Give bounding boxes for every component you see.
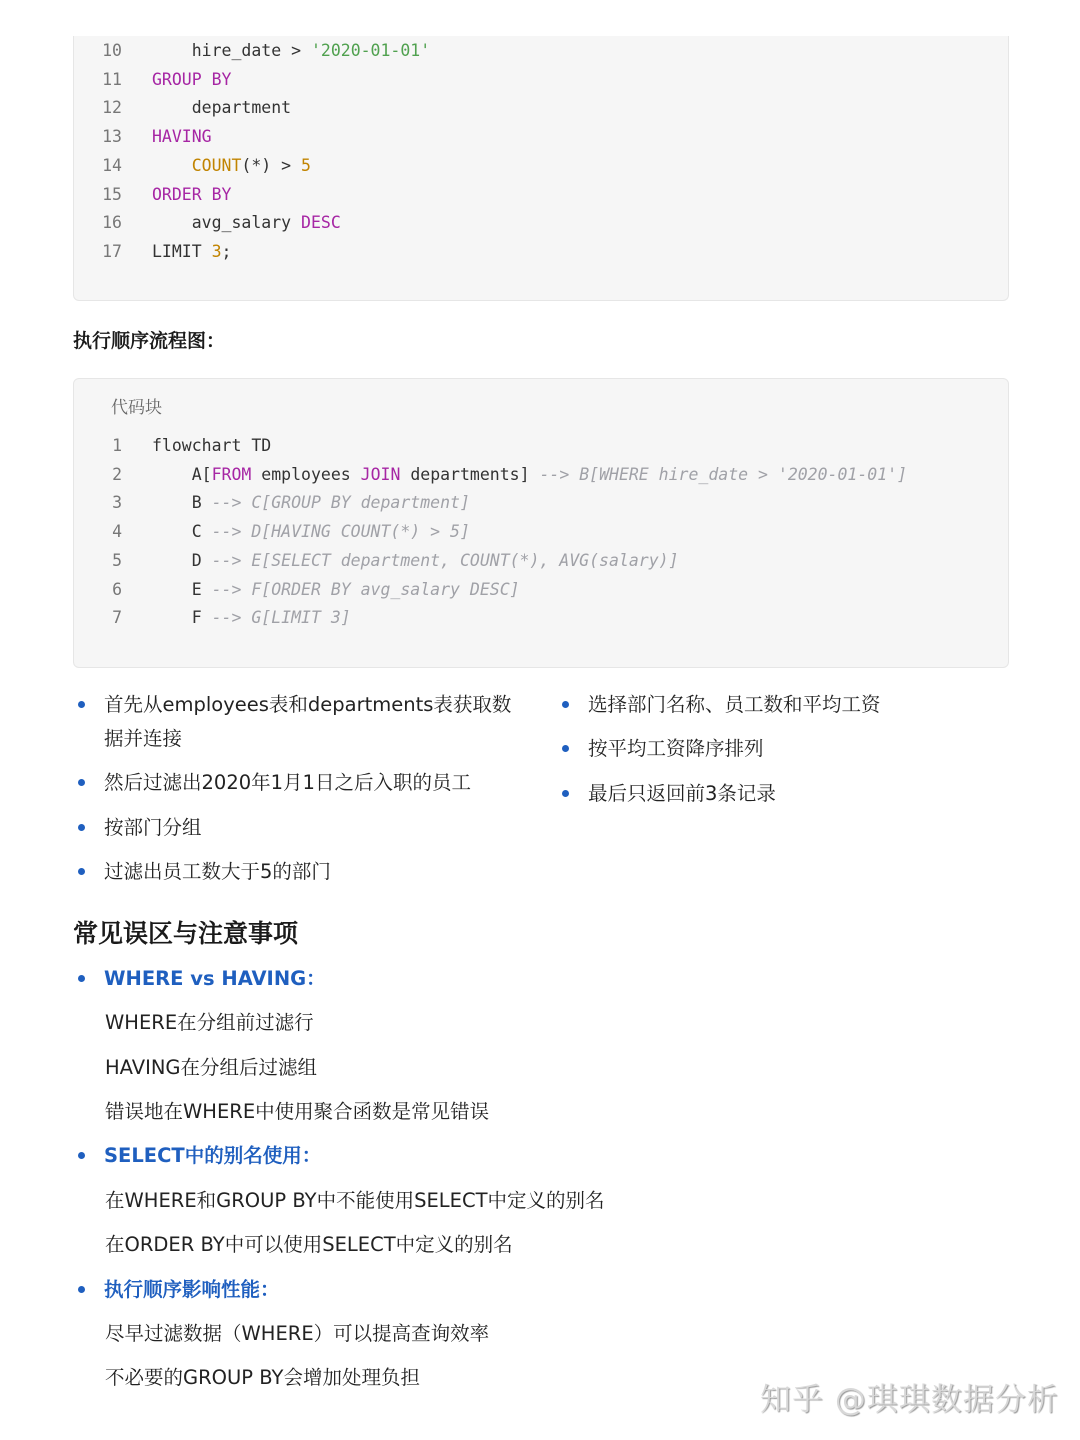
bullet-icon bbox=[78, 868, 85, 875]
code-token: hire_date > bbox=[152, 41, 311, 60]
list-item bbox=[588, 688, 881, 722]
code-token: (*) > bbox=[241, 155, 302, 175]
code-token: E bbox=[152, 579, 212, 599]
code-token: JOIN bbox=[360, 464, 401, 484]
code-token: A[ bbox=[152, 464, 212, 484]
code-text bbox=[152, 181, 231, 209]
line-number: 2 bbox=[112, 464, 122, 484]
bullet-icon bbox=[78, 779, 85, 786]
bullet-icon bbox=[562, 745, 569, 752]
code-token: '2020-01-01' bbox=[310, 41, 431, 60]
list-item bbox=[104, 855, 331, 889]
code-token: 3 bbox=[211, 241, 222, 261]
code-token: avg_salary bbox=[152, 213, 302, 233]
pitfall-item: 不必要的GROUP BY会增加处理负担 bbox=[105, 1366, 420, 1389]
code-token: employees bbox=[251, 464, 361, 484]
pitfall-item: WHERE在分组前过滤行 bbox=[105, 1011, 314, 1034]
code-text bbox=[152, 66, 231, 94]
code-token: ORDER BY bbox=[152, 184, 232, 204]
bullet-icon bbox=[562, 790, 569, 797]
bullet-icon bbox=[78, 824, 85, 831]
line-number: 6 bbox=[112, 579, 122, 599]
code-text bbox=[152, 238, 231, 266]
line-number: 17 bbox=[102, 241, 122, 261]
code-text bbox=[152, 604, 351, 632]
code-token: departments] bbox=[400, 464, 540, 484]
list-item-text: 选择部门名称、员工数和平均工资 bbox=[588, 693, 881, 716]
code-token: ; bbox=[221, 241, 232, 261]
pitfall-item: 错误地在WHERE中使用聚合函数是常见错误 bbox=[105, 1100, 490, 1123]
code-token: --> D[HAVING COUNT(*) > 5] bbox=[211, 522, 470, 542]
code-token: FROM bbox=[211, 464, 252, 484]
code-token: GROUP BY bbox=[152, 69, 232, 89]
bullet-icon bbox=[78, 1152, 85, 1159]
list-item-text: 最后只返回前3条记录 bbox=[588, 782, 776, 805]
flowchart-code-block bbox=[73, 378, 1009, 668]
list-item-text: 按部门分组 bbox=[104, 816, 202, 839]
bullet-icon bbox=[78, 975, 85, 982]
code-text bbox=[152, 123, 212, 151]
pitfall-title-text: WHERE vs HAVING： bbox=[104, 967, 326, 990]
code-token: HAVING bbox=[152, 127, 212, 147]
code-token: --> B[WHERE hire_date > '2020-01-01'] bbox=[539, 464, 908, 484]
pitfall-title-text: 执行顺序影响性能： bbox=[104, 1278, 280, 1301]
line-number: 10 bbox=[102, 41, 122, 60]
code-text bbox=[152, 37, 430, 65]
pitfall-item: 在ORDER BY中可以使用SELECT中定义的别名 bbox=[105, 1233, 513, 1256]
pitfall-title bbox=[104, 1139, 321, 1173]
list-item-text: 按平均工资降序排列 bbox=[588, 737, 764, 760]
pitfall-title bbox=[104, 1273, 280, 1307]
line-number: 7 bbox=[112, 608, 122, 628]
code-text bbox=[152, 432, 271, 460]
line-number: 12 bbox=[102, 98, 122, 118]
line-number: 5 bbox=[112, 550, 122, 570]
list-item-text: 然后过滤出2020年1月1日之后入职的员工 bbox=[104, 771, 471, 794]
code-text bbox=[152, 576, 520, 604]
line-number: 13 bbox=[102, 127, 122, 147]
code-token: LIMIT bbox=[152, 241, 212, 261]
code-token: department bbox=[152, 98, 292, 118]
code-token: --> F[ORDER BY avg_salary DESC] bbox=[211, 579, 520, 599]
code-text bbox=[152, 518, 470, 546]
code-token: F bbox=[152, 608, 212, 628]
line-number: 14 bbox=[102, 155, 122, 175]
list-item-continuation: 据并连接 bbox=[104, 727, 183, 750]
line-number: 4 bbox=[112, 522, 122, 542]
code-token: D bbox=[152, 550, 212, 570]
code-token: --> E[SELECT department, COUNT(*), AVG(salary)] bbox=[211, 550, 679, 570]
list-item-text: 过滤出员工数大于5的部门 bbox=[104, 860, 331, 883]
line-number: 16 bbox=[102, 213, 122, 233]
code-text bbox=[152, 152, 311, 180]
sql-code-block bbox=[73, 36, 1009, 301]
line-number: 3 bbox=[112, 493, 122, 513]
code-token: C bbox=[152, 522, 212, 542]
code-token bbox=[152, 156, 192, 175]
pitfall-item: HAVING在分组后过滤组 bbox=[105, 1056, 318, 1079]
bullet-icon bbox=[562, 701, 569, 708]
line-number: 11 bbox=[102, 69, 122, 89]
list-item bbox=[104, 766, 471, 800]
code-text bbox=[152, 209, 341, 237]
pitfall-item: 尽早过滤数据（WHERE）可以提高查询效率 bbox=[105, 1322, 490, 1345]
bullet-icon bbox=[78, 1286, 85, 1293]
line-number: 15 bbox=[102, 184, 122, 204]
code-token: COUNT bbox=[191, 155, 242, 175]
code-text bbox=[152, 547, 679, 575]
watermark: 知乎 @琪琪数据分析 bbox=[760, 1382, 1059, 1418]
list-item bbox=[104, 811, 202, 845]
pitfalls-heading: 常见误区与注意事项 bbox=[73, 919, 299, 948]
line-number: 1 bbox=[112, 436, 122, 455]
list-item-text: 首先从employees表和departments表获取数 bbox=[104, 693, 512, 716]
code-text bbox=[152, 94, 291, 122]
code-text bbox=[152, 489, 470, 517]
code-token: --> G[LIMIT 3] bbox=[211, 608, 351, 628]
pitfall-title bbox=[104, 962, 326, 996]
list-item bbox=[588, 777, 776, 811]
code-text bbox=[152, 461, 907, 489]
bullet-icon bbox=[78, 701, 85, 708]
pitfall-title-text: SELECT中的别名使用： bbox=[104, 1144, 322, 1167]
list-item bbox=[104, 688, 511, 722]
code-token: flowchart TD bbox=[152, 436, 272, 455]
code-token: 5 bbox=[301, 155, 311, 175]
list-item bbox=[588, 732, 764, 766]
code-token: DESC bbox=[301, 213, 341, 233]
code-token: B bbox=[152, 493, 212, 513]
code-token: --> C[GROUP BY department] bbox=[211, 493, 470, 513]
flowchart-heading: 执行顺序流程图： bbox=[73, 330, 226, 352]
pitfall-item: 在WHERE和GROUP BY中不能使用SELECT中定义的别名 bbox=[105, 1189, 605, 1212]
code-block-label: 代码块 bbox=[111, 398, 162, 418]
